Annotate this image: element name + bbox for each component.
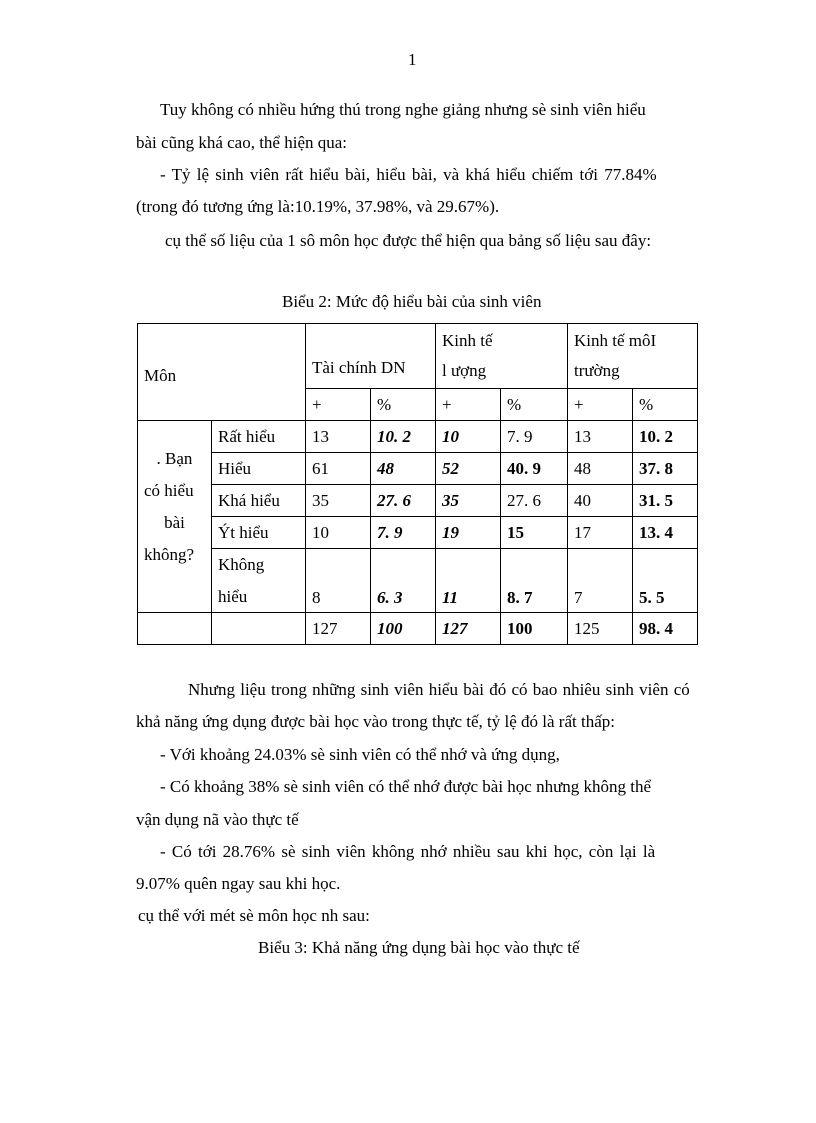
cell: 5. 5	[633, 549, 698, 613]
cell: 10. 2	[371, 421, 436, 453]
sub-header-plus: +	[306, 389, 371, 421]
figure-caption: Biểu 3: Khả năng ứng dụng bài học vào thực tế	[258, 938, 580, 957]
comprehension-table	[137, 323, 698, 645]
cell: 40	[568, 485, 633, 517]
paragraph-line: - Có khoảng 38% sè sinh viên có thể nhớ được bài học nhưng không thể	[160, 777, 652, 796]
cell: 125	[568, 613, 633, 645]
total-row	[138, 613, 698, 645]
cell: 61	[306, 453, 371, 485]
cell: 31. 5	[633, 485, 698, 517]
empty-cell	[138, 613, 212, 645]
cell: 10	[306, 517, 371, 549]
cell: 7	[568, 549, 633, 613]
sub-header-plus: +	[436, 389, 501, 421]
paragraph-line: (trong đó tương ứng là:10.19%, 37.98%, và 29.67%).	[136, 197, 500, 216]
cell: 98. 4	[633, 613, 698, 645]
question-cell: . Bạn có hiểu bài không?	[138, 421, 212, 613]
paragraph-line: - Có tới 28.76% sè sinh viên không nhớ nhiều sau khi học, còn lại là	[160, 842, 656, 861]
sub-header-pct: %	[501, 389, 568, 421]
paragraph-line: 9.07% quên ngay sau khi học.	[136, 874, 341, 893]
paragraph-line: - Tỷ lệ sinh viên rất hiểu bài, hiểu bài, và khá hiểu chiếm tới 77.84%	[160, 165, 657, 184]
row-label: Hiểu	[212, 453, 306, 485]
cell: 35	[306, 485, 371, 517]
table-row	[138, 453, 698, 485]
cell: 7. 9	[501, 421, 568, 453]
table-row	[138, 485, 698, 517]
paragraph-line: cụ thể với mét sè môn học nh sau:	[138, 906, 370, 925]
row-label: Ýt hiểu	[212, 517, 306, 549]
cell: 127	[436, 613, 501, 645]
row-label: Rất hiểu	[212, 421, 306, 453]
cell: 7. 9	[371, 517, 436, 549]
empty-cell	[212, 613, 306, 645]
table-row	[138, 517, 698, 549]
cell: 15	[501, 517, 568, 549]
paragraph-line: Tuy không có nhiều hứng thú trong nghe giảng nhưng sè sinh viên hiểu	[160, 100, 646, 119]
cell: 27. 6	[371, 485, 436, 517]
cell: 11	[436, 549, 501, 613]
cell: 10	[436, 421, 501, 453]
sub-header-pct: %	[633, 389, 698, 421]
cell: 52	[436, 453, 501, 485]
cell: 10. 2	[633, 421, 698, 453]
cell: 40. 9	[501, 453, 568, 485]
header-subject: Kinh tế môI trường	[568, 324, 698, 389]
table-caption: Biểu 2: Mức độ hiểu bài của sinh viên	[282, 292, 542, 311]
header-subject: Tài chính DN	[306, 324, 436, 389]
cell: 8. 7	[501, 549, 568, 613]
cell: 37. 8	[633, 453, 698, 485]
cell: 8	[306, 549, 371, 613]
cell: 48	[371, 453, 436, 485]
cell: 6. 3	[371, 549, 436, 613]
header-mon: Môn	[138, 324, 306, 421]
paragraph-line: - Với khoảng 24.03% sè sinh viên có thể nhớ và ứng dụng,	[160, 745, 560, 764]
sub-header-plus: +	[568, 389, 633, 421]
paragraph-line: khả năng ứng dụng được bài học vào trong thực tế, tỷ lệ đó là rất thấp:	[136, 712, 615, 731]
paragraph-line: Nhưng liệu trong những sinh viên hiểu bài đó có bao nhiêu sinh viên có	[188, 680, 690, 699]
header-subject: Kinh tế l ượng	[436, 324, 568, 389]
cell: 13	[306, 421, 371, 453]
table-row	[138, 421, 698, 453]
cell: 100	[371, 613, 436, 645]
row-label: Không hiểu	[212, 549, 306, 613]
cell: 19	[436, 517, 501, 549]
paragraph-line: bài cũng khá cao, thể hiện qua:	[136, 133, 348, 152]
cell: 27. 6	[501, 485, 568, 517]
cell: 13. 4	[633, 517, 698, 549]
row-label: Khá hiểu	[212, 485, 306, 517]
page-number: 1	[408, 50, 417, 69]
table-row	[138, 549, 698, 613]
cell: 13	[568, 421, 633, 453]
cell: 100	[501, 613, 568, 645]
paragraph-line: vận dụng nã vào thực tế	[136, 810, 299, 829]
sub-header-pct: %	[371, 389, 436, 421]
cell: 17	[568, 517, 633, 549]
paragraph-line: cụ thể số liệu của 1 sô môn học được thể hiện qua bảng số liệu sau đây:	[165, 231, 652, 250]
cell: 48	[568, 453, 633, 485]
cell: 127	[306, 613, 371, 645]
cell: 35	[436, 485, 501, 517]
